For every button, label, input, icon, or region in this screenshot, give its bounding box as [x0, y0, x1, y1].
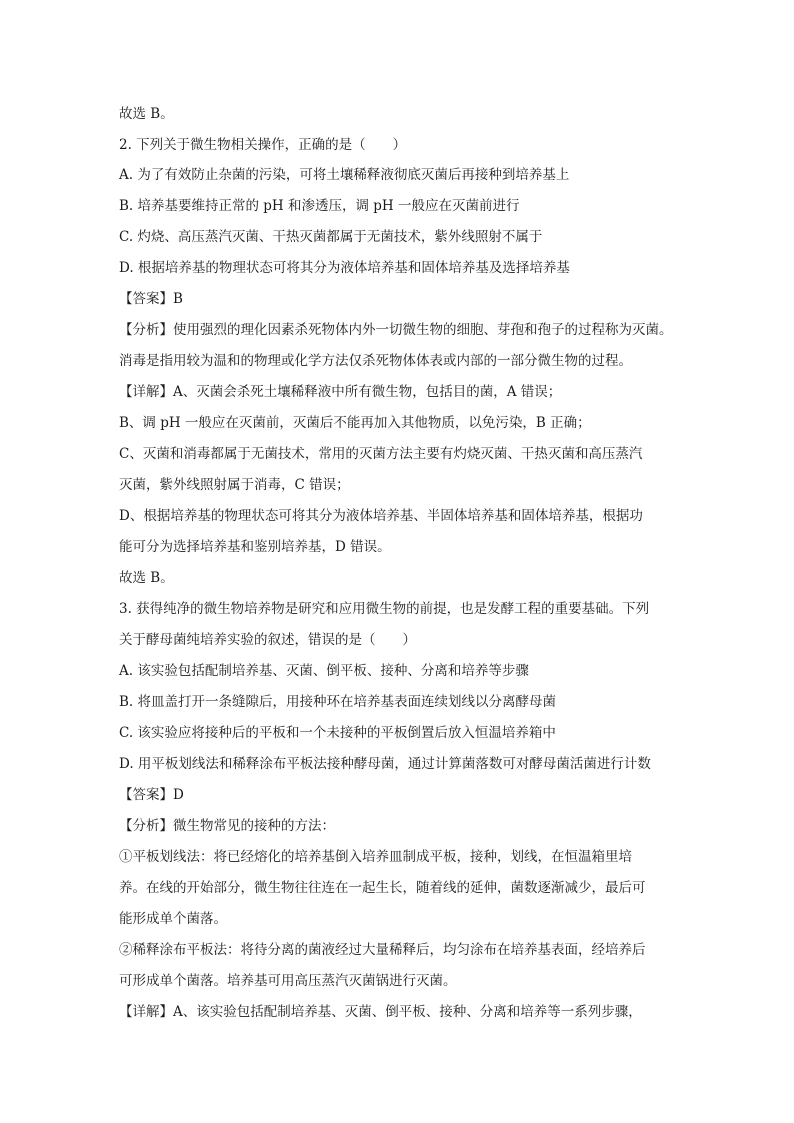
analysis-line: 【分析】使用强烈的理化因素杀死物体内外一切微生物的细胞、芽孢和孢子的过程称为灭菌。 — [119, 322, 673, 338]
analysis-line: 消毒是指用较为温和的物理或化学方法仅杀死物体体表或内部的一部分微生物的过程。 — [119, 353, 632, 369]
question-2-option-b: B. 培养基要维持正常的 pH 和渗透压，调 pH 一般应在灭菌前进行 — [119, 198, 520, 214]
question-3-option-b: B. 将皿盖打开一条缝隙后，用接种环在培养基表面连续划线以分离酵母菌 — [119, 694, 557, 710]
detail-line: 【详解】A、灭菌会杀死土壤稀释液中所有微生物，包括目的菌，A 错误； — [119, 384, 562, 400]
detail-line: 能可分为选择培养基和鉴别培养基，D 错误。 — [119, 539, 391, 555]
answer-line: 【答案】B — [119, 291, 183, 307]
analysis-line: 可形成单个菌落。培养基可用高压蒸汽灭菌锅进行灭菌。 — [119, 973, 457, 989]
analysis-line: 养。在线的开始部分，微生物往往连在一起生长，随着线的延伸，菌数逐渐减少，最后可 — [119, 880, 646, 896]
detail-line: C、灭菌和消毒都属于无菌技术，常用的灭菌方法主要有灼烧灭菌、干热灭菌和高压蒸汽 — [119, 446, 643, 462]
analysis-line: 能形成单个菌落。 — [119, 911, 227, 927]
detail-line: D、根据培养基的物理状态可将其分为液体培养基、半固体培养基和固体培养基，根据功 — [119, 508, 643, 524]
analysis-line: ②稀释涂布平板法：将待分离的菌液经过大量稀释后，均匀涂布在培养基表面，经培养后 — [119, 942, 646, 958]
question-2-option-a: A. 为了有效防止杂菌的污染，可将土壤稀释液彻底灭菌后再接种到培养基上 — [119, 167, 570, 183]
question-3-option-c: C. 该实验应将接种后的平板和一个未接种的平板倒置后放入恒温培养箱中 — [119, 725, 556, 741]
text-line: 故选 B。 — [119, 106, 174, 122]
answer-line: 【答案】D — [119, 787, 184, 803]
detail-line: 【详解】A、该实验包括配制培养基、灭菌、倒平板、接种、分离和培养等一系列步骤， — [119, 1004, 642, 1020]
question-3-option-d: D. 用平板划线法和稀释涂布平板法接种酵母菌，通过计算菌落数可对酵母菌活菌进行计数 — [119, 756, 651, 772]
analysis-line: ①平板划线法：将已经熔化的培养基倒入培养皿制成平板，接种，划线，在恒温箱里培 — [119, 849, 632, 865]
question-3-option-a: A. 该实验包括配制培养基、灭菌、倒平板、接种、分离和培养等步骤 — [119, 663, 529, 679]
question-2-option-d: D. 根据培养基的物理状态可将其分为液体培养基和固体培养基及选择培养基 — [119, 260, 570, 276]
detail-line: 灭菌，紫外线照射属于消毒，C 错误； — [119, 477, 350, 493]
conclusion-line: 故选 B。 — [119, 570, 174, 586]
question-3-stem: 关于酵母菌纯培养实验的叙述，错误的是（ ） — [119, 632, 416, 648]
analysis-line: 【分析】微生物常见的接种的方法： — [119, 818, 335, 834]
question-2-option-c: C. 灼烧、高压蒸汽灭菌、干热灭菌都属于无菌技术，紫外线照射不属于 — [119, 229, 543, 245]
question-2-stem: 2. 下列关于微生物相关操作，正确的是（ ） — [119, 137, 407, 153]
detail-line: B、调 pH 一般应在灭菌前，灭菌后不能再加入其他物质，以免污染，B 正确； — [119, 415, 591, 431]
question-3-stem: 3. 获得纯净的微生物培养物是研究和应用微生物的前提，也是发酵工程的重要基础。下列 — [119, 601, 650, 617]
